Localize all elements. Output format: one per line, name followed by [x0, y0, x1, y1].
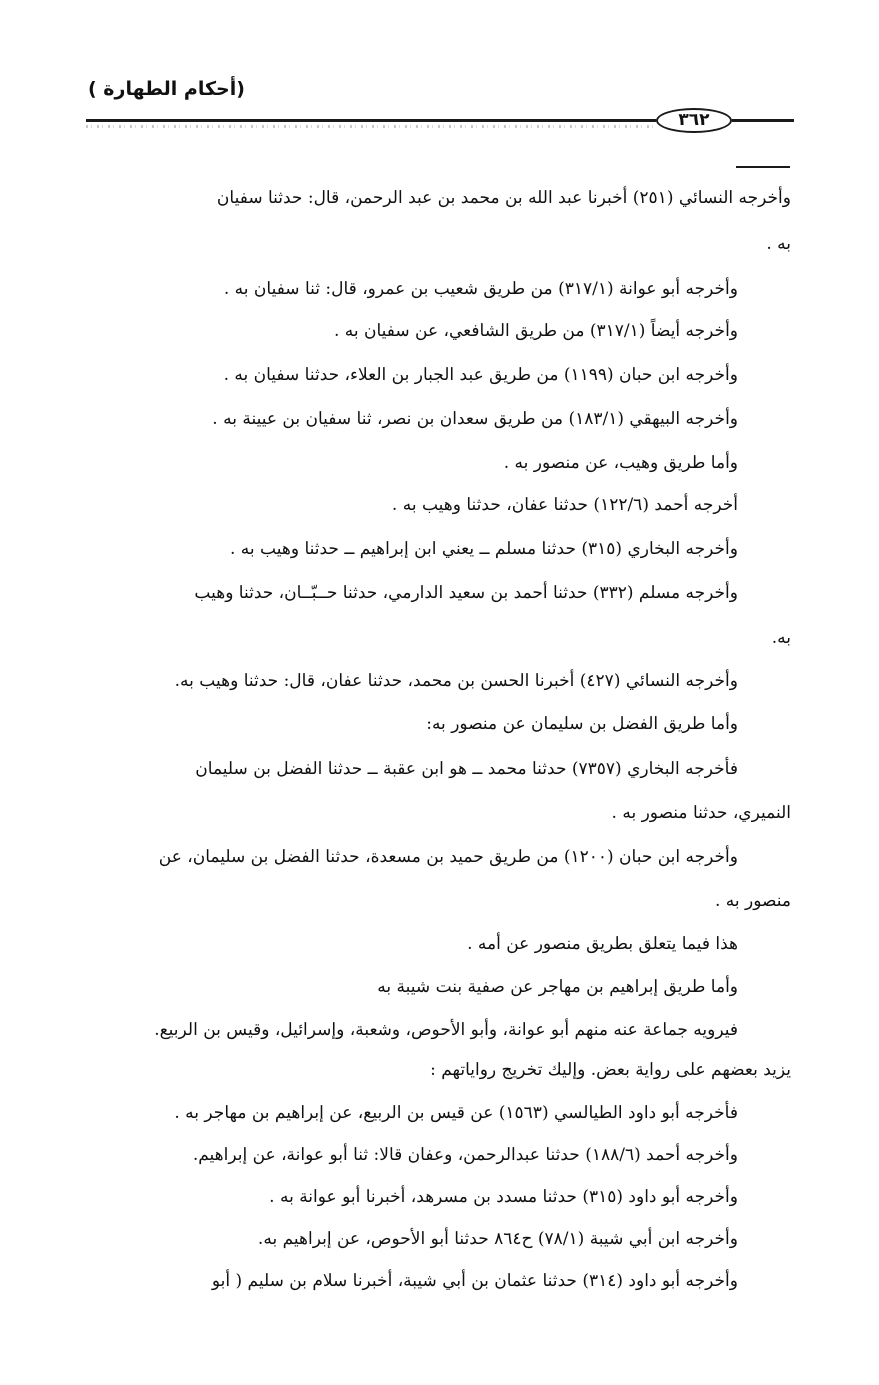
text-line: به.: [771, 628, 791, 648]
text-line: وأخرجه أحمد (١٨٨/٦) حدثنا عبدالرحمن، وعفان قالا: ثنا أبو عوانة، عن إبراهيم.: [192, 1145, 738, 1165]
text-line: وأما طريق إبراهيم بن مهاجر عن صفية بنت شيبة به: [377, 977, 738, 997]
text-line: وأخرجه أبو داود (٣١٤) حدثنا عثمان بن أبي شيبة، أخبرنا سلام بن سليم ( أبو: [211, 1271, 738, 1291]
text-line: أخرجه أحمد (١٢٢/٦) حدثنا عفان، حدثنا وهيب به .: [391, 495, 738, 515]
header-rule-texture: [86, 125, 656, 128]
section-rule: [736, 166, 790, 168]
text-line: يزيد بعضهم على رواية بعض. وإليك تخريج رواياتهم :: [430, 1060, 791, 1080]
text-line: منصور به .: [714, 891, 791, 911]
text-line: وأخرجه البخاري (٣١٥) حدثنا مسلم ــ يعني ابن إبراهيم ــ حدثنا وهيب به .: [230, 539, 738, 559]
text-line: به .: [766, 234, 791, 254]
text-line: فأخرجه أبو داود الطيالسي (١٥٦٣) عن قيس بن الربيع، عن إبراهيم بن مهاجر به .: [174, 1103, 738, 1123]
text-line: وأخرجه البيهقي (١٨٣/١) من طريق سعدان بن نصر، ثنا سفيان بن عيينة به .: [212, 409, 738, 429]
text-line: وأخرجه أيضاً (٣١٧/١) من طريق الشافعي، عن سفيان به .: [333, 321, 738, 341]
header-rule: [86, 119, 656, 122]
text-line: وأخرجه النسائي (٢٥١) أخبرنا عبد الله بن محمد بن عبد الرحمن، قال: حدثنا سفيان: [216, 188, 791, 208]
text-line: وأما طريق الفضل بن سليمان عن منصور به:: [426, 714, 738, 734]
text-line: وأخرجه أبو عوانة (٣١٧/١) من طريق شعيب بن عمرو، قال: ثنا سفيان به .: [223, 279, 738, 299]
text-line: فيرويه جماعة عنه منهم أبو عوانة، وأبو الأحوص، وشعبة، وإسرائيل، وقيس بن الربيع.: [154, 1020, 738, 1040]
text-line: وأما طريق وهيب، عن منصور به .: [503, 453, 738, 473]
book-title: (أحكام الطهارة ): [88, 78, 245, 100]
text-line: وأخرجه ابن حبان (١٢٠٠) من طريق حميد بن مسعدة، حدثنا الفضل بن سليمان، عن: [158, 847, 738, 867]
text-line: هذا فيما يتعلق بطريق منصور عن أمه .: [467, 934, 738, 954]
text-line: وأخرجه أبو داود (٣١٥) حدثنا مسدد بن مسرهد، أخبرنا أبو عوانة به .: [269, 1187, 738, 1207]
text-line: وأخرجه ابن أبي شيبة (٧٨/١) ح٨٦٤ حدثنا أبو الأحوص، عن إبراهيم به.: [257, 1229, 738, 1249]
text-line: النميري، حدثنا منصور به .: [611, 803, 791, 823]
page-number: ٣٦٢: [656, 108, 732, 133]
text-line: وأخرجه النسائي (٤٢٧) أخبرنا الحسن بن محمد، حدثنا عفان، قال: حدثنا وهيب به.: [174, 671, 738, 691]
text-line: فأخرجه البخاري (٧٣٥٧) حدثنا محمد ــ هو ابن عقبة ــ حدثنا الفضل بن سليمان: [195, 759, 738, 779]
header-rule-right: [732, 119, 794, 122]
text-line: وأخرجه مسلم (٣٣٢) حدثنا أحمد بن سعيد الدارمي، حدثنا حــبّــان، حدثنا وهيب: [194, 583, 738, 603]
text-line: وأخرجه ابن حبان (١١٩٩) من طريق عبد الجبار بن العلاء، حدثنا سفيان به .: [223, 365, 738, 385]
